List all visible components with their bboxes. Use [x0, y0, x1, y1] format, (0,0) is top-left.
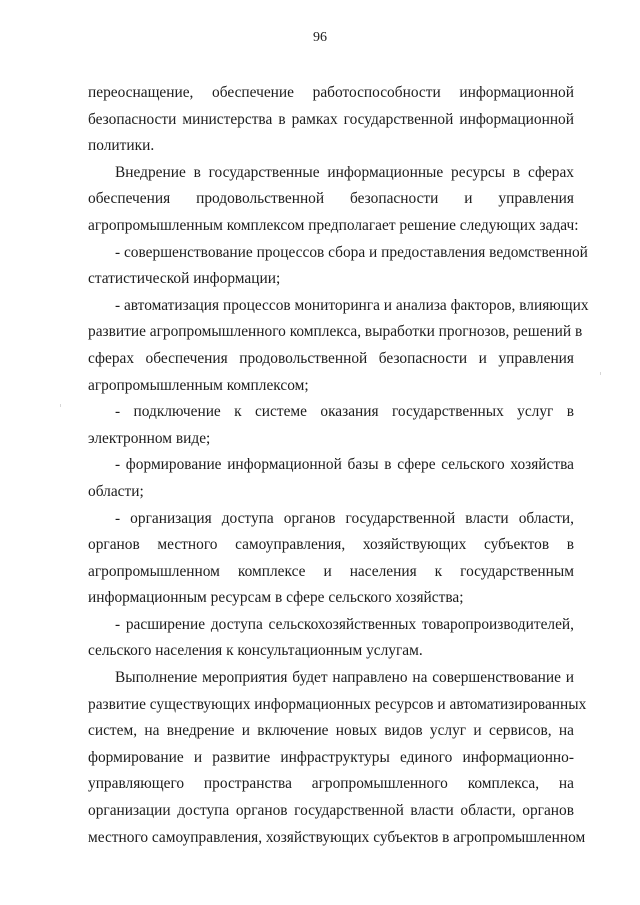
text-line: развитие существующих информационных ресурсов и автоматизированных: [88, 695, 587, 713]
text-line: местного самоуправления, хозяйствующих субъектов в агропромышленном: [88, 828, 586, 846]
text-line: - совершенствование процессов сбора и предоставления ведомственной: [115, 243, 588, 261]
text-line: агропромышленным комплексом предполагает решение следующих задач:: [88, 216, 579, 234]
scan-mark: [600, 372, 601, 375]
text-line: - организация доступа органов государственной власти области,: [115, 509, 574, 527]
text-line: сферах обеспечения продовольственной безопасности и управления: [88, 349, 574, 367]
text-line: - расширение доступа сельскохозяйственных товаропроизводителей,: [115, 615, 574, 633]
text-line: - формирование информационной базы в сфере сельского хозяйства: [115, 456, 574, 474]
text-line: органов местного самоуправления, хозяйствующих субъектов в: [88, 536, 574, 554]
document-body: [88, 80, 589, 851]
scan-mark: [60, 404, 61, 407]
text-line: агропромышленном комплексе и населения к государственным: [88, 562, 574, 580]
text-line: агропромышленным комплексом;: [88, 376, 309, 394]
text-line: политики.: [88, 137, 155, 155]
text-line: области;: [88, 482, 144, 500]
text-line: организации доступа органов государственной власти области, органов: [88, 802, 574, 820]
text-line: - автоматизация процессов мониторинга и анализа факторов, влияющих: [115, 296, 589, 314]
text-line: электронном виде;: [88, 429, 211, 447]
text-line: Внедрение в государственные информационные ресурсы в сферах: [115, 163, 574, 181]
text-line: систем, на внедрение и включение новых видов услуг и сервисов, на: [88, 722, 574, 740]
page-number: 96: [313, 30, 327, 45]
text-line: формирование и развитие инфраструктуры единого информационно-: [88, 748, 574, 766]
text-line: сельского населения к консультационным услугам.: [88, 642, 423, 660]
text-line: Выполнение мероприятия будет направлено на совершенствование и: [115, 669, 574, 687]
text-line: статистической информации;: [88, 270, 281, 288]
text-line: развитие агропромышленного комплекса, выработки прогнозов, решений в: [88, 323, 583, 341]
text-line: переоснащение, обеспечение работоспособности информационной: [88, 84, 574, 101]
text-line: - подключение к системе оказания государственных услуг в: [115, 403, 574, 421]
text-line: информационным ресурсам в сфере сельского хозяйства;: [88, 589, 464, 607]
text-line: обеспечения продовольственной безопасности и управления: [88, 190, 574, 208]
text-line: управляющего пространства агропромышленного комплекса, на: [88, 775, 574, 793]
text-line: безопасности министерства в рамках государственной информационной: [88, 110, 574, 128]
